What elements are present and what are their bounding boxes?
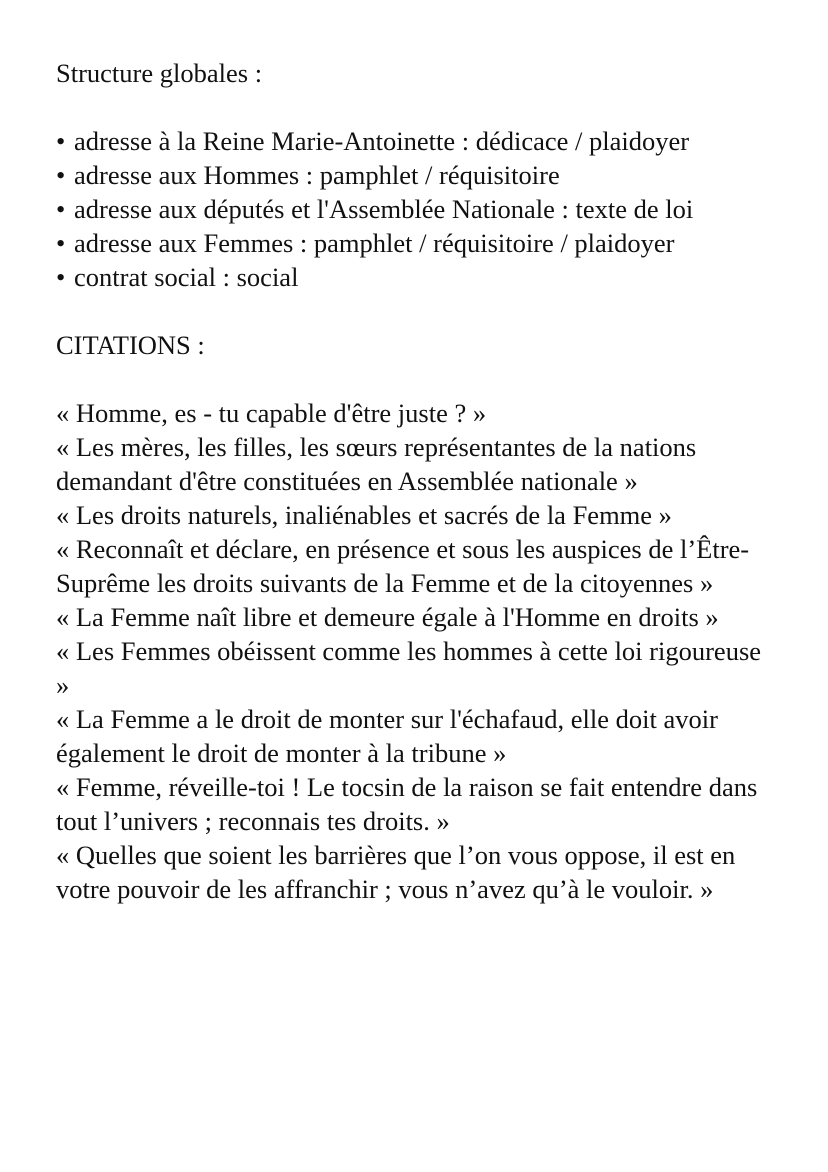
citation: « Les Femmes obéissent comme les hommes à cette loi rigoureuse » — [56, 636, 762, 700]
citation: « Les mères, les filles, les sœurs représentantes de la nations demandant d'être constituées en Assemblée nationale » — [56, 432, 697, 496]
spacer — [56, 362, 776, 396]
citation: « La Femme a le droit de monter sur l'échafaud, elle doit avoir également le droit de monter à la tribune » — [56, 704, 718, 768]
citations-list — [56, 396, 776, 906]
citation: « Femme, réveille-toi ! Le tocsin de la raison se fait entendre dans tout l’univers ; reconnais tes droits. » — [56, 772, 758, 836]
structure-item — [56, 260, 776, 294]
structure-item — [56, 192, 776, 226]
spacer — [56, 90, 776, 124]
bullet-icon: • — [56, 194, 66, 224]
structure-item — [56, 158, 776, 192]
structure-item — [56, 124, 776, 158]
document-page — [56, 56, 776, 906]
structure-item-text: adresse à la Reine Marie-Antoinette : dédicace / plaidoyer — [74, 126, 690, 156]
structure-item-text: adresse aux Hommes : pamphlet / réquisitoire — [74, 160, 560, 190]
citation: « Reconnaît et déclare, en présence et sous les auspices de l’Être-Suprême les droits suivants de la Femme et de la citoyennes » — [56, 534, 750, 598]
spacer — [56, 294, 776, 328]
citation: « Les droits naturels, inaliénables et sacrés de la Femme » — [56, 500, 672, 530]
structure-list — [56, 124, 776, 294]
citation: « Quelles que soient les barrières que l’on vous oppose, il est en votre pouvoir de les affranchir ; vous n’avez qu’à le vouloir. » — [56, 840, 736, 904]
structure-item-text: contrat social : social — [74, 262, 299, 292]
citation: « Homme, es - tu capable d'être juste ? » — [56, 398, 487, 428]
bullet-icon: • — [56, 126, 66, 156]
structure-heading: Structure globales : — [56, 58, 263, 88]
citation: « La Femme naît libre et demeure égale à l'Homme en droits » — [56, 602, 719, 632]
bullet-icon: • — [56, 228, 66, 258]
bullet-icon: • — [56, 262, 66, 292]
structure-item — [56, 226, 776, 260]
structure-item-text: adresse aux Femmes : pamphlet / réquisitoire / plaidoyer — [74, 228, 675, 258]
citations-heading: CITATIONS : — [56, 330, 205, 360]
bullet-icon: • — [56, 160, 66, 190]
structure-item-text: adresse aux députés et l'Assemblée Nationale : texte de loi — [74, 194, 694, 224]
